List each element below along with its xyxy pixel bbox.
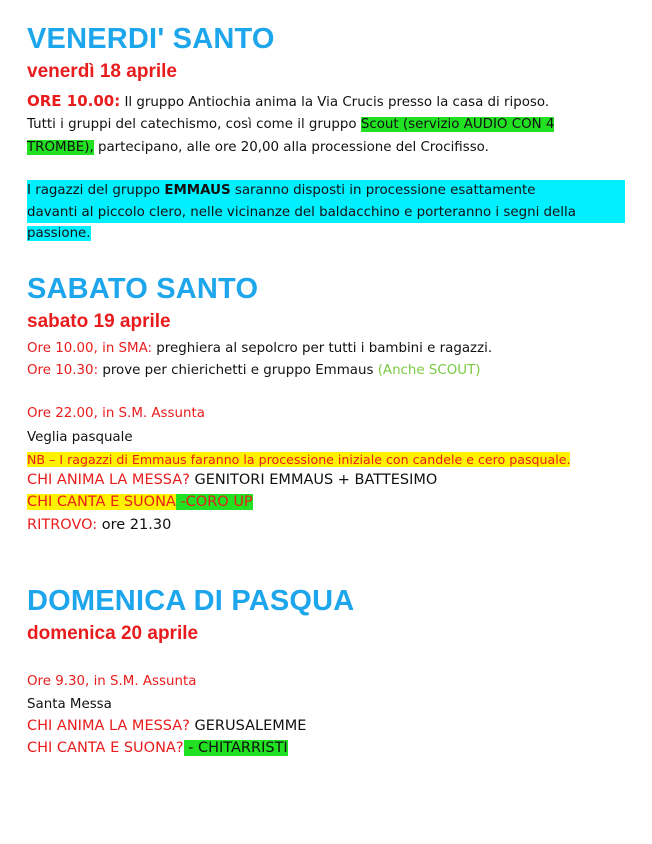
domenica-canta-line — [27, 737, 625, 760]
domenica-anima-answer: GERUSALEMME — [189, 718, 307, 734]
domenica-canta-answer: - CHITARRISTI — [183, 740, 288, 756]
domenica-anima-question: CHI ANIMA LA MESSA? — [27, 718, 190, 734]
sabato-line-1 — [27, 337, 625, 360]
venerdi-line3-text: partecipano, alle ore 20,00 alla processione del Crocifisso. — [93, 140, 489, 155]
domenica-title: DOMENICA DI PASQUA — [27, 585, 355, 617]
emmaus-line-1 — [27, 180, 625, 202]
venerdi-line-3 — [27, 136, 625, 159]
sabato-l2-time: Ore 10.30: — [27, 363, 99, 378]
sabato-canta-line — [27, 491, 625, 514]
sabato-line-2 — [27, 359, 625, 382]
sabato-nb-line — [27, 448, 625, 471]
domenica-canta-question: CHI CANTA E SUONA? — [27, 740, 184, 756]
venerdi-line-2 — [27, 113, 625, 136]
sabato-anima-question: CHI ANIMA LA MESSA? — [27, 472, 190, 488]
emmaus-line1-c: saranno disposti in processione esattamente — [230, 183, 536, 198]
emmaus-line1-a: I ragazzi del gruppo — [27, 183, 165, 198]
sabato-canta-answer: -CORO UP — [175, 494, 253, 510]
sabato-ritrovo-time: ore 21.30 — [97, 517, 172, 533]
sabato-l1-time: Ore 10.00, in SMA: — [27, 341, 153, 356]
venerdi-title: VENERDI' SANTO — [27, 23, 275, 55]
venerdi-line-1 — [27, 90, 625, 114]
sabato-date: sabato 19 aprile — [27, 311, 171, 332]
sabato-nb: NB – I ragazzi di Emmaus faranno la processione iniziale con candele e cero pasquale. — [27, 452, 571, 467]
sabato-l2-text: prove per chierichetti e gruppo Emmaus — [98, 363, 378, 378]
trombe-highlight: TROMBE), — [27, 140, 94, 155]
emmaus-line-2: davanti al piccolo clero, nelle vicinanze del baldacchino e porteranno i segni della — [27, 202, 625, 224]
venerdi-line2-text: Tutti i gruppi del catechismo, così come il gruppo — [27, 117, 361, 132]
venerdi-time: ORE 10.00: — [27, 92, 121, 110]
venerdi-date: venerdì 18 aprile — [27, 61, 177, 82]
scout-highlight: Scout (servizio AUDIO CON 4 — [360, 117, 555, 132]
sabato-l2-scout: (Anche SCOUT) — [377, 363, 481, 378]
sabato-l1-text: preghiera al sepolcro per tutti i bambini e ragazzi. — [152, 341, 493, 356]
emmaus-paragraph — [27, 180, 625, 245]
sabato-veglia-time: Ore 22.00, in S.M. Assunta — [27, 406, 205, 421]
emmaus-word: EMMAUS — [164, 183, 231, 198]
sabato-ritrovo-line — [27, 514, 625, 537]
sabato-ritrovo-label: RITROVO: — [27, 517, 98, 533]
domenica-time: Ore 9.30, in S.M. Assunta — [27, 674, 197, 689]
sabato-anima-answer: GENITORI EMMAUS + BATTESIMO — [189, 472, 438, 488]
venerdi-line1-text: Il gruppo Antiochia anima la Via Crucis presso la casa di riposo. — [120, 95, 550, 110]
sabato-title: SABATO SANTO — [27, 273, 259, 305]
sabato-veglia-label: Veglia pasquale — [27, 430, 133, 445]
emmaus-line-3-wrap — [27, 223, 625, 245]
sabato-canta-question: CHI CANTA E SUONA — [27, 494, 176, 510]
domenica-anima-line — [27, 715, 625, 738]
emmaus-line-3: passione. — [27, 226, 91, 241]
domenica-date: domenica 20 aprile — [27, 623, 199, 644]
sabato-anima-line — [27, 469, 625, 492]
domenica-messa: Santa Messa — [27, 697, 112, 712]
